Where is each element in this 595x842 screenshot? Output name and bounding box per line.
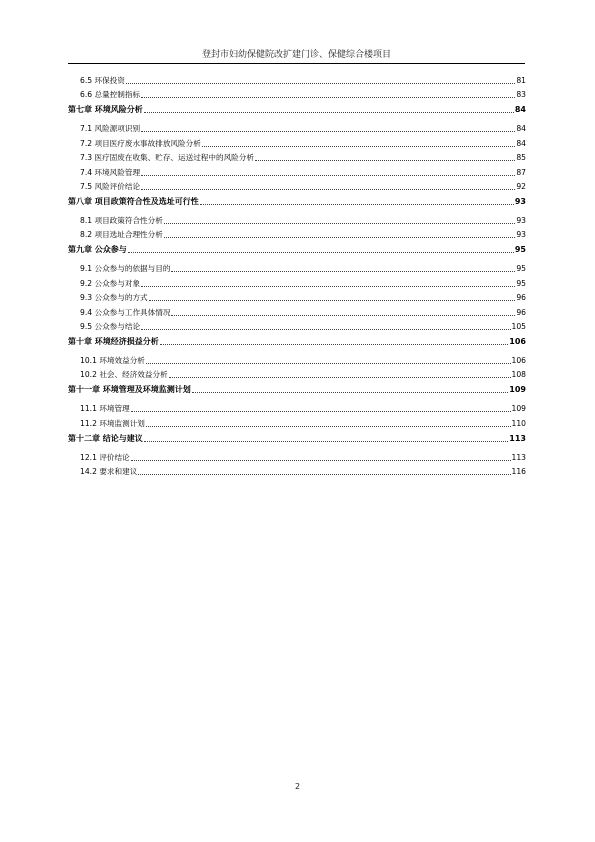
toc-dot-leader xyxy=(160,344,509,345)
toc-chapter-entry[interactable] xyxy=(68,197,526,207)
toc-dot-leader xyxy=(144,441,509,442)
toc-section-entry[interactable] xyxy=(68,90,526,100)
toc-entry-page: 92 xyxy=(516,181,526,191)
toc-entry-title: 6.6 总量控制指标 xyxy=(80,90,141,100)
toc-section-entry[interactable] xyxy=(68,356,526,366)
toc-entry-title: 7.4 环境风险管理 xyxy=(80,167,141,177)
toc-dot-leader xyxy=(164,223,515,224)
toc-section-entry[interactable] xyxy=(68,308,526,318)
page-number: 2 xyxy=(294,782,301,791)
toc-section-entry[interactable] xyxy=(68,293,526,303)
toc-section-entry[interactable] xyxy=(68,76,526,86)
toc-entry-page: 106 xyxy=(511,355,526,365)
toc-entry-page: 81 xyxy=(516,76,526,85)
toc-entry-title: 第七章 环境风险分析 xyxy=(68,105,143,115)
toc-entry-title: 9.1 公众参与的依据与目的 xyxy=(80,264,171,274)
toc-entry-title: 第十一章 环境管理及环境监测计划 xyxy=(68,385,191,395)
toc-dot-leader xyxy=(164,237,515,238)
toc-entry-page: 110 xyxy=(511,418,526,428)
toc-entry-title: 第八章 项目政策符合性及选址可行性 xyxy=(68,196,199,206)
toc-entry-page: 93 xyxy=(516,230,526,240)
toc-section-entry[interactable] xyxy=(68,139,526,149)
toc-dot-leader xyxy=(171,315,515,316)
toc-entry-title: 14.2 要求和建议 xyxy=(80,467,138,477)
toc-dot-leader xyxy=(146,426,511,427)
toc-entry-title: 第十二章 结论与建议 xyxy=(68,433,143,443)
toc-entry-title: 7.3 医疗固废在收集、贮存、运送过程中的风险分析 xyxy=(80,153,254,163)
toc-entry-page: 113 xyxy=(509,433,526,443)
toc-dot-leader xyxy=(169,377,511,378)
toc-entry-title: 8.1 项目政策符合性分析 xyxy=(80,215,163,225)
toc-dot-leader xyxy=(144,112,514,113)
toc-entry-page: 109 xyxy=(509,385,526,395)
page-header: 登封市妇幼保健院改扩建门诊、保健综合楼项目 xyxy=(201,50,391,60)
toc-dot-leader xyxy=(141,97,515,98)
toc-dot-leader xyxy=(171,271,515,272)
toc-section-entry[interactable] xyxy=(68,453,526,463)
toc-entry-page: 95 xyxy=(516,278,526,288)
toc-dot-leader xyxy=(141,189,515,190)
toc-section-entry[interactable] xyxy=(68,182,526,192)
toc-section-entry[interactable] xyxy=(68,467,526,477)
toc-dot-leader xyxy=(255,160,515,161)
toc-dot-leader xyxy=(138,474,510,475)
toc-chapter-entry[interactable] xyxy=(68,434,526,444)
toc-entry-title: 12.1 评价结论 xyxy=(80,452,130,462)
toc-entry-page: 113 xyxy=(511,452,526,462)
toc-chapter-entry[interactable] xyxy=(68,105,526,115)
toc-section-entry[interactable] xyxy=(68,404,526,414)
toc-dot-leader xyxy=(149,300,516,301)
toc-section-entry[interactable] xyxy=(68,279,526,289)
toc-entry-title: 9.4 公众参与工作具体情况 xyxy=(80,307,171,317)
toc-entry-title: 第九章 公众参与 xyxy=(68,245,127,255)
toc-dot-leader xyxy=(141,329,510,330)
toc-entry-page: 109 xyxy=(511,404,526,414)
toc-entry-page: 84 xyxy=(516,138,526,148)
toc-entry-page: 87 xyxy=(516,167,526,177)
toc-section-entry[interactable] xyxy=(68,419,526,429)
toc-entry-title: 7.1 风险源项识别 xyxy=(80,124,141,134)
toc-section-entry[interactable] xyxy=(68,322,526,332)
toc-entry-title: 11.2 环境监测计划 xyxy=(80,418,145,428)
toc-dot-leader xyxy=(131,460,511,461)
toc-entry-title: 9.3 公众参与的方式 xyxy=(80,293,148,303)
toc-dot-leader xyxy=(128,252,514,253)
toc-entry-page: 106 xyxy=(509,336,526,346)
toc-section-entry[interactable] xyxy=(68,230,526,240)
toc-entry-title: 9.2 公众参与对象 xyxy=(80,278,141,288)
toc-section-entry[interactable] xyxy=(68,153,526,163)
toc-entry-page: 105 xyxy=(511,321,526,331)
toc-chapter-entry[interactable] xyxy=(68,245,526,255)
toc-entry-page: 96 xyxy=(516,293,526,303)
toc-dot-leader xyxy=(126,83,515,84)
toc-chapter-entry[interactable] xyxy=(68,337,526,347)
toc-entry-title: 11.1 环境管理 xyxy=(80,404,130,414)
header-divider xyxy=(68,63,525,64)
toc-entry-title: 8.2 项目选址合理性分析 xyxy=(80,230,163,240)
toc-entry-title: 9.5 公众参与结论 xyxy=(80,321,141,331)
toc-entry-title: 7.5 风险评价结论 xyxy=(80,181,141,191)
toc-dot-leader xyxy=(200,204,514,205)
toc-dot-leader xyxy=(141,175,515,176)
toc-entry-page: 95 xyxy=(516,264,526,274)
toc-section-entry[interactable] xyxy=(68,216,526,226)
toc-entry-title: 7.2 项目医疗废水事故排放风险分析 xyxy=(80,138,201,148)
toc-dot-leader xyxy=(146,363,511,364)
toc-section-entry[interactable] xyxy=(68,264,526,274)
toc-entry-title: 10.2 社会、经济效益分析 xyxy=(80,370,168,380)
toc-section-entry[interactable] xyxy=(68,168,526,178)
toc-entry-title: 6.5 环保投资 xyxy=(80,76,125,85)
toc-dot-leader xyxy=(192,392,509,393)
toc-entry-page: 108 xyxy=(511,370,526,380)
toc-entry-page: 83 xyxy=(516,90,526,100)
toc-entry-page: 116 xyxy=(511,467,526,477)
toc-dot-leader xyxy=(131,411,511,412)
toc-dot-leader xyxy=(141,286,515,287)
toc-entry-page: 84 xyxy=(514,105,526,115)
toc-entry-page: 84 xyxy=(516,124,526,134)
toc-entry-page: 93 xyxy=(514,196,526,206)
toc-entry-title: 10.1 环境效益分析 xyxy=(80,355,145,365)
toc-entry-page: 95 xyxy=(514,245,526,255)
toc-entry-page: 93 xyxy=(516,215,526,225)
toc-chapter-entry[interactable] xyxy=(68,385,526,395)
toc-dot-leader xyxy=(141,131,515,132)
toc-entry-page: 96 xyxy=(516,307,526,317)
toc-dot-leader xyxy=(202,146,516,147)
toc-entry-title: 第十章 环境经济损益分析 xyxy=(68,336,159,346)
table-of-contents xyxy=(68,76,526,481)
toc-section-entry[interactable] xyxy=(68,370,526,380)
toc-entry-page: 85 xyxy=(516,153,526,163)
toc-section-entry[interactable] xyxy=(68,124,526,134)
